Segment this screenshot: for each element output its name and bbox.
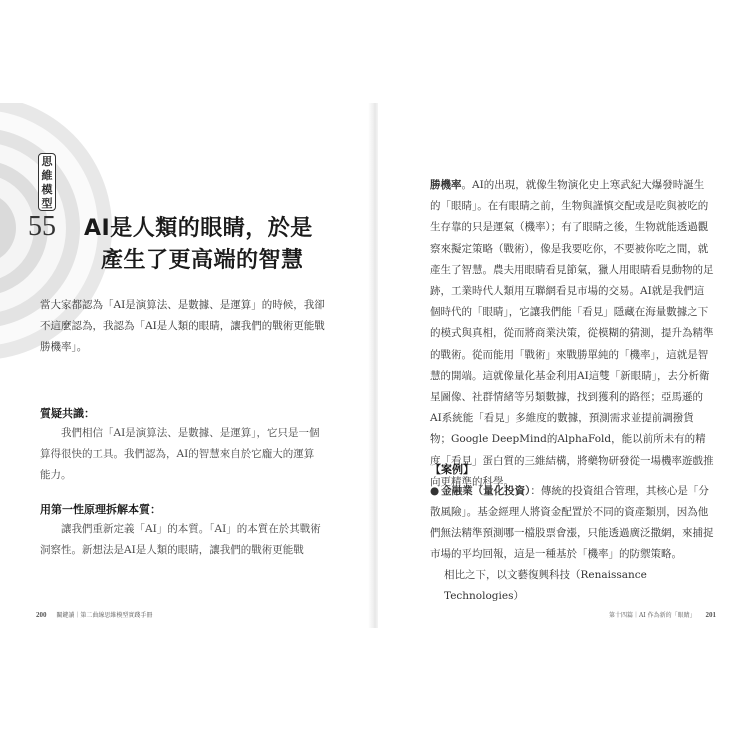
case-text-continued: 相比之下，以文藝復興科技（Renaissance Technologies）: [444, 569, 647, 602]
page-number: 201: [705, 611, 716, 619]
section-heading-first-principles: 用第一性原理拆解本質：: [40, 503, 161, 516]
tag-char: 型: [41, 197, 53, 210]
case-item: [430, 481, 714, 607]
body-lead: 勝機率: [430, 179, 462, 191]
case-heading: 【案例】: [430, 463, 474, 476]
left-footer: [28, 610, 152, 619]
chapter-title: [84, 213, 313, 277]
chapter-number: 55: [28, 211, 56, 242]
intro-paragraph: 當大家都認為「AI是演算法、是數據、是運算」的時候，我卻不這麼認為，我認為「AI是人類的眼睛，讓我們的戰術更能戰勝機率」。: [40, 299, 325, 353]
tag-char: 維: [41, 169, 53, 182]
case-text: ：傳統的投資組合管理，其核心是「分散風險」。基金經理人將資金配置於不同的資產類別，因為他們無法精準預測哪一檔股票會漲，只能透過廣泛撒網，來捕捉市場的平均回報，這是一種基於「機率」的防禦策略。: [430, 485, 714, 560]
bullet-icon: ●: [430, 485, 440, 497]
section-paragraph-doubt: 我們相信「AI是演算法、是數據、是運算」，它只是一個算得很快的工具。我們認為，AI的智慧來自於它龐大的運算能力。: [40, 427, 320, 481]
tag-char: 思: [41, 155, 53, 168]
book-spread: [0, 103, 750, 628]
section-tag: [38, 153, 56, 211]
right-page: [378, 103, 750, 628]
title-line-1: AI是人類的眼睛，於是: [84, 216, 313, 241]
section-paragraph-first-principles: 讓我們重新定義「AI」的本質。「AI」的本質在於其戰術洞察性。新想法是AI是人類的眼睛，讓我們的戰術更能戰: [40, 523, 321, 556]
left-page: [0, 103, 372, 628]
title-line-2: 產生了更高端的智慧: [101, 248, 304, 273]
running-footer: 第十四篇｜AI 作為新的「眼睛」: [608, 612, 696, 619]
running-footer: 關鍵讀｜第二曲線思維模型實踐手冊: [56, 612, 153, 619]
tag-char: 模: [41, 183, 53, 196]
case-label: 金融業（量化投資）: [441, 485, 531, 497]
right-footer: [609, 610, 724, 619]
section-heading-doubt: 質疑共識：: [40, 407, 95, 420]
body-text: 。AI的出現，就像生物演化史上寒武紀大爆發時誕生的「眼睛」。在有眼睛之前，生物與謹慎交配或是吃與被吃的生存靠的只是運氣（機率）；有了眼睛之後，生物就能透過觀察來擬定策略（戰術），像是我要吃你，不要被你吃之間，就產生了智慧。農夫用眼睛看見節氣，獵人用眼睛看見動物的足跡，工業時代人類用互聯網看見市場的交易。AI就是我們這個時代的「眼睛」，它讓我們能「看見」隱藏在海量數據之下的模式與真相，從而將商業決策，從模糊的猜測，提升為精準的戰術。從而能用「戰術」來戰勝單純的「機率」，這就是智慧的開端。這就像量化基金利用AI這雙「新眼睛」，去分析衛星圖像、社群情緒等另類數據，找到獲利的路徑；亞馬遜的AI系統能「看見」多維度的數據，預測需求並提前調撥貨物；Google DeepMind的AlphaFold，能以前所未有的精度「看見」蛋白質的三維結構，將藥物研發從一場機率遊戲推向更精準的科學。: [430, 179, 714, 488]
body-paragraph: [430, 175, 714, 493]
page-number: 200: [36, 611, 47, 619]
